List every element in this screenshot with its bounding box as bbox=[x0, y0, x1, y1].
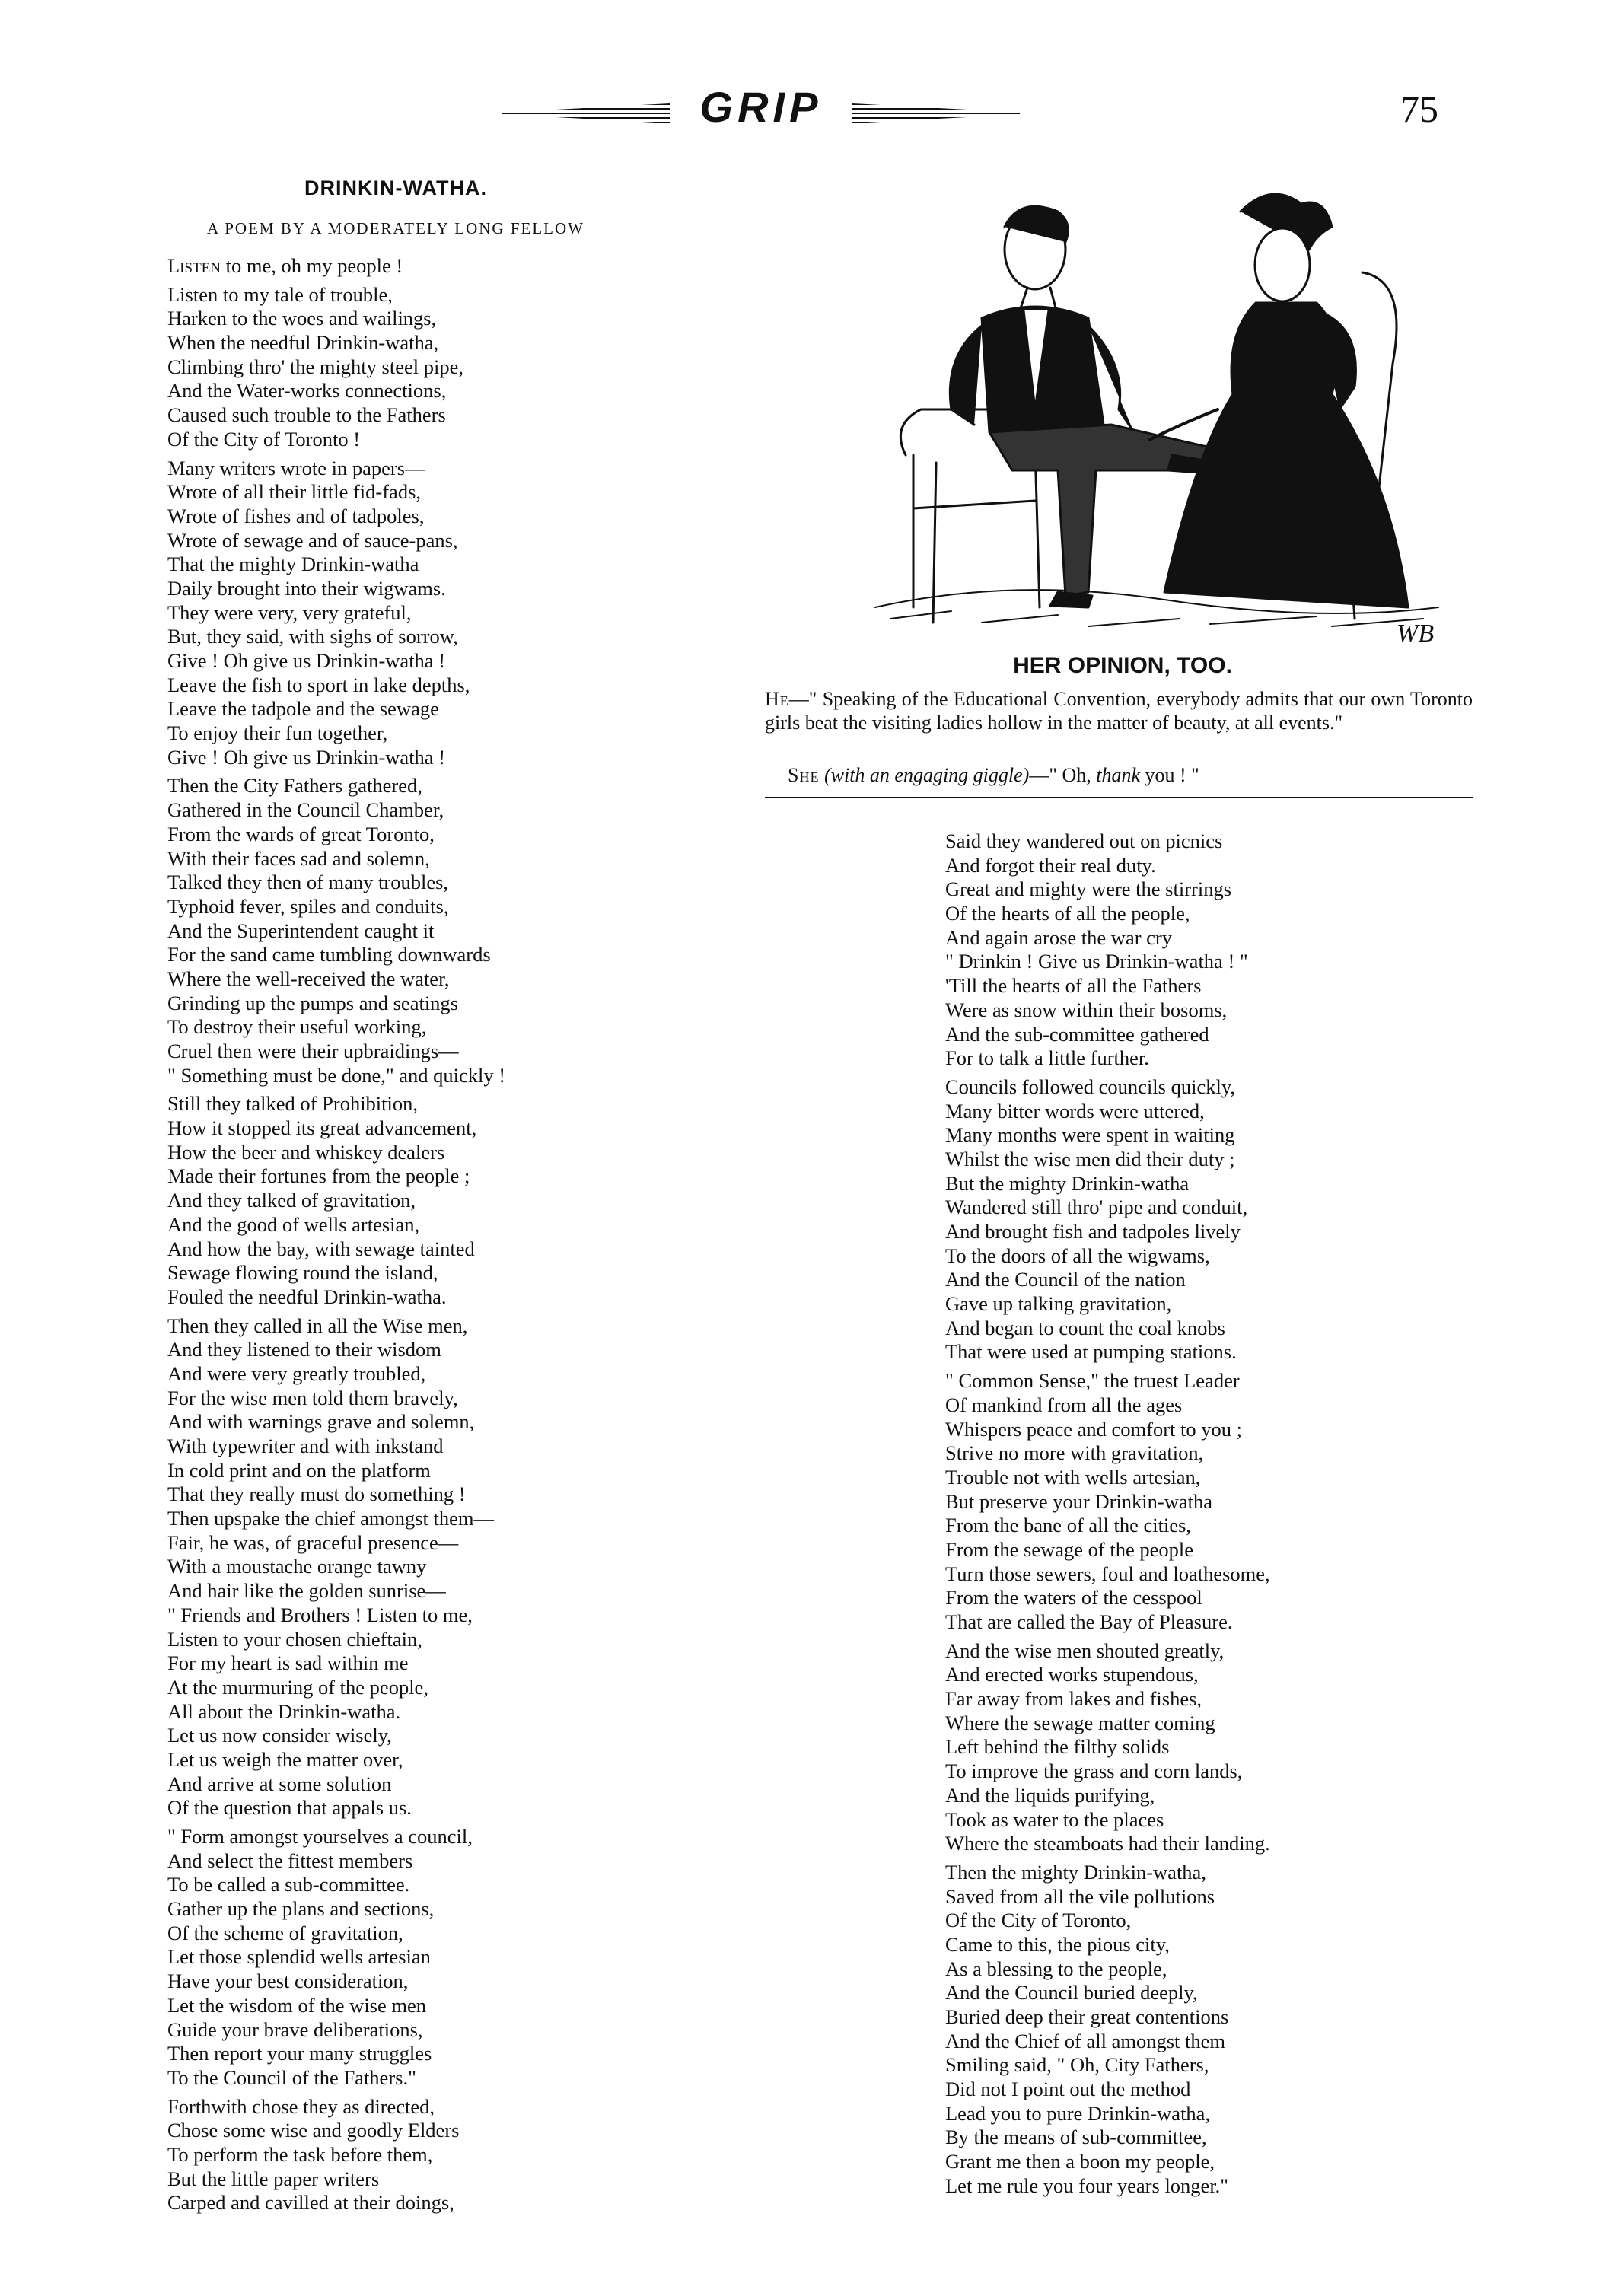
poem-line: And the Council of the nation bbox=[945, 1268, 1186, 1291]
poem-line: By the means of sub-committee, bbox=[945, 2126, 1207, 2149]
poem-line: Caused such trouble to the Fathers bbox=[167, 403, 446, 427]
poem-line: Gather up the plans and sections, bbox=[167, 1897, 435, 1921]
poem-line: Left behind the filthy solids bbox=[945, 1735, 1170, 1759]
poem-line: And began to count the coal knobs bbox=[945, 1316, 1225, 1339]
cartoon-illustration bbox=[860, 181, 1454, 653]
poem-line: Of the City of Toronto ! bbox=[167, 427, 361, 451]
poem-line: Let those splendid wells artesian bbox=[167, 1945, 431, 1969]
poem-line: Then report your many struggles bbox=[167, 2042, 432, 2065]
poem-line: From the bane of all the cities, bbox=[945, 1514, 1192, 1537]
poem-line: To be called a sub-committee. bbox=[167, 1873, 410, 1896]
poem-line: Buried deep their great contentions bbox=[945, 2005, 1229, 2028]
poem-line: Whispers peace and comfort to you ; bbox=[945, 1417, 1243, 1441]
poem-line: All about the Drinkin-watha. bbox=[167, 1699, 401, 1723]
poem-line: And were very greatly troubled, bbox=[167, 1361, 426, 1385]
poem-line: Then the mighty Drinkin-watha, bbox=[945, 1860, 1206, 1884]
poem-line: Came to this, the pious city, bbox=[945, 1932, 1170, 1956]
poem-line: And the wise men shouted greatly, bbox=[945, 1638, 1225, 1662]
poem-line: And arrive at some solution bbox=[167, 1772, 392, 1795]
poem-line: Strive no more with gravitation, bbox=[945, 1441, 1204, 1465]
poem-line: And the sub-committee gathered bbox=[945, 1022, 1209, 1046]
poem-line: When the needful Drinkin-watha, bbox=[167, 331, 439, 355]
poem-line: Where the sewage matter coming bbox=[945, 1711, 1215, 1734]
poem-line: Gave up talking gravitation, bbox=[945, 1292, 1172, 1316]
poem-line: Then upspake the chief amongst them— bbox=[167, 1507, 495, 1530]
poem-line: To destroy their useful working, bbox=[167, 1015, 427, 1039]
poem-line: Harken to the woes and wailings, bbox=[167, 307, 437, 330]
poem-stanza bbox=[137, 2095, 655, 2215]
poem-left-column bbox=[137, 177, 655, 2220]
poem-line: To enjoy their fun together, bbox=[167, 721, 388, 745]
poem-line: Made their fortunes from the people ; bbox=[167, 1164, 470, 1188]
poem-line: With typewriter and with inkstand bbox=[167, 1435, 444, 1457]
poem-line: Give ! Oh give us Drinkin-watha ! bbox=[167, 649, 446, 672]
poem-line: Guide your brave deliberations, bbox=[167, 2017, 423, 2041]
poem-line: Many writers wrote in papers— bbox=[167, 456, 425, 479]
she-dialogue-pre: —" Oh, bbox=[1029, 764, 1097, 786]
poem-right-column bbox=[927, 830, 1460, 2203]
poem-line: And again arose the war cry bbox=[945, 925, 1172, 949]
poem-line: How the beer and whiskey dealers bbox=[167, 1140, 445, 1164]
poem-line: To perform the task before them, bbox=[167, 2142, 433, 2166]
page-number: 75 bbox=[1400, 88, 1438, 130]
poem-line: Smiling said, " Oh, City Fathers, bbox=[945, 2053, 1209, 2077]
poem-line: To improve the grass and corn lands, bbox=[945, 1759, 1243, 1783]
poem-line: Took as water to the places bbox=[945, 1807, 1164, 1831]
poem-line: With a moustache orange tawny bbox=[167, 1555, 427, 1578]
poem-stanza bbox=[137, 283, 655, 452]
poem-line: Listen to your chosen chieftain, bbox=[167, 1627, 422, 1651]
poem-line: Carped and cavilled at their doings, bbox=[167, 2191, 454, 2215]
poem-line: From the wards of great Toronto, bbox=[167, 822, 435, 845]
poem-line: Of mankind from all the ages bbox=[945, 1393, 1183, 1416]
poem-line: Still they talked of Prohibition, bbox=[167, 1092, 419, 1116]
poem-line: And forgot their real duty. bbox=[945, 853, 1156, 877]
poem-line: That they really must do something ! bbox=[167, 1482, 466, 1506]
poem-line: And the Water-works connections, bbox=[167, 379, 447, 403]
woman-figure bbox=[1149, 194, 1408, 607]
poem-line: " Form amongst yourselves a council, bbox=[167, 1825, 473, 1848]
she-dialogue-post: you ! " bbox=[1139, 764, 1199, 786]
poem-line: Where the steamboats had their landing. bbox=[945, 1832, 1270, 1855]
poem-line: In cold print and on the platform bbox=[167, 1458, 431, 1482]
poem-line: Leave the fish to sport in lake depths, bbox=[167, 673, 470, 696]
poem-line: But, they said, with sighs of sorrow, bbox=[167, 625, 458, 648]
poem-line: Wandered still thro' pipe and conduit, bbox=[945, 1196, 1248, 1219]
poem-line: Daily brought into their wigwams. bbox=[167, 576, 446, 600]
poem-line: To the Council of the Fathers." bbox=[167, 2065, 416, 2089]
poem-line: Of the City of Toronto, bbox=[945, 1909, 1132, 1932]
caption-divider bbox=[765, 797, 1473, 798]
poem-line: Give ! Oh give us Drinkin-watha ! bbox=[167, 745, 446, 769]
poem-line: 'Till the hearts of all the Fathers bbox=[945, 974, 1202, 998]
poem-line: " Friends and Brothers ! Listen to me, bbox=[167, 1603, 473, 1626]
poem-line: " Common Sense," the truest Leader bbox=[945, 1369, 1240, 1393]
poem-stanza bbox=[137, 1092, 655, 1309]
poem-line: Listen to my tale of trouble, bbox=[167, 282, 393, 306]
poem-line: " Drinkin ! Give us Drinkin-watha ! " bbox=[945, 950, 1248, 973]
poem-line: That were used at pumping stations. bbox=[945, 1340, 1237, 1364]
poem-line: For the sand came tumbling downwards bbox=[167, 943, 491, 966]
poem-line: Where the well-received the water, bbox=[167, 966, 450, 990]
poem-line: And with warnings grave and solemn, bbox=[167, 1410, 475, 1434]
poem-line: And the Council buried deeply, bbox=[945, 1981, 1198, 2005]
poem-line: And they talked of gravitation, bbox=[167, 1189, 416, 1212]
poem-line: And how the bay, with sewage tainted bbox=[167, 1237, 475, 1260]
poem-line: For my heart is sad within me bbox=[167, 1651, 409, 1675]
poem-line: Whilst the wise men did their duty ; bbox=[945, 1147, 1235, 1170]
he-speaker-label: He bbox=[765, 688, 789, 710]
poem-line: From the sewage of the people bbox=[945, 1537, 1193, 1561]
artist-signature: WB bbox=[1397, 619, 1435, 648]
poem-line: And the good of wells artesian, bbox=[167, 1212, 420, 1236]
she-dialogue-emphasis: thank bbox=[1096, 764, 1140, 786]
poem-line: Have your best consideration, bbox=[167, 1970, 409, 1993]
poem-line: But the mighty Drinkin-watha bbox=[945, 1171, 1190, 1195]
poem-line: Of the hearts of all the people, bbox=[945, 902, 1190, 925]
poem-line: Grant me then a boon my people, bbox=[945, 2150, 1215, 2173]
poem-line: And the Superintendent caught it bbox=[167, 919, 435, 942]
poem-stanza bbox=[927, 1639, 1460, 1856]
poem-line: Fair, he was, of graceful presence— bbox=[167, 1530, 459, 1554]
poem-line: Then they called in all the Wise men, bbox=[167, 1314, 468, 1337]
magazine-title: GRIP bbox=[699, 83, 823, 131]
poem-line: And they listened to their wisdom bbox=[167, 1338, 441, 1361]
poem-subtitle: A POEM BY A MODERATELY LONG FELLOW bbox=[206, 219, 584, 237]
poem-line: Councils followed councils quickly, bbox=[945, 1075, 1236, 1098]
poem-line: Gathered in the Council Chamber, bbox=[167, 798, 444, 822]
poem-line: That are called the Bay of Pleasure. bbox=[945, 1610, 1233, 1633]
poem-line: That the mighty Drinkin-watha bbox=[167, 553, 419, 576]
poem-line: Far away from lakes and fishes, bbox=[945, 1687, 1202, 1711]
poem-line: How it stopped its great advancement, bbox=[167, 1116, 477, 1140]
poem-line: Said they wandered out on picnics bbox=[945, 830, 1223, 852]
poem-stanza bbox=[137, 457, 655, 770]
she-speaker-label: She bbox=[788, 764, 820, 786]
he-dialogue: —" Speaking of the Educational Convention, everybody admits that our own Toronto girls beat the visiting ladies hollow in the matter of beauty, at all events." bbox=[765, 688, 1473, 734]
poem-line: Saved from all the vile pollutions bbox=[945, 1884, 1215, 1908]
poem-line: Cruel then were their upbraidings— bbox=[167, 1040, 459, 1062]
poem-line: Let us now consider wisely, bbox=[167, 1724, 392, 1747]
poem-line: Fouled the needful Drinkin-watha. bbox=[167, 1285, 447, 1308]
cartoon-caption bbox=[765, 687, 1473, 734]
poem-line: Wrote of sewage and of sauce-pans, bbox=[167, 528, 458, 552]
poem-line: Lead you to pure Drinkin-watha, bbox=[945, 2101, 1211, 2125]
poem-line: " Something must be done," and quickly ! bbox=[167, 1063, 506, 1087]
poem-line: Many months were spent in waiting bbox=[945, 1123, 1235, 1147]
poem-line: And select the fittest members bbox=[167, 1849, 413, 1872]
poem-line: But preserve your Drinkin-watha bbox=[945, 1489, 1213, 1513]
poem-line: Chose some wise and goodly Elders bbox=[167, 2119, 460, 2142]
poem-title: DRINKIN-WATHA. bbox=[304, 177, 487, 199]
poem-line: Wrote of all their little fid-fads, bbox=[167, 480, 422, 504]
poem-line: Climbing thro' the mighty steel pipe, bbox=[167, 355, 463, 378]
poem-line: To the doors of all the wigwams, bbox=[945, 1244, 1210, 1267]
poem-line: Forthwith chose they as directed, bbox=[167, 2094, 435, 2118]
masthead bbox=[487, 83, 1035, 134]
poem-line: With their faces sad and solemn, bbox=[167, 846, 430, 870]
poem-line: At the murmuring of the people, bbox=[167, 1675, 428, 1699]
poem-line: Let me rule you four years longer." bbox=[945, 2173, 1229, 2197]
poem-line: Sewage flowing round the island, bbox=[167, 1261, 438, 1285]
poem-line: Of the question that appals us. bbox=[167, 1796, 412, 1820]
poem-first-line-rest: to me, oh my people ! bbox=[221, 254, 403, 277]
left-stanzas bbox=[137, 283, 655, 2215]
poem-line: Let us weigh the matter over, bbox=[167, 1747, 403, 1771]
poem-line: For the wise men told them bravely, bbox=[167, 1386, 458, 1409]
cartoon-reply bbox=[788, 763, 1473, 787]
poem-line: Trouble not with wells artesian, bbox=[945, 1465, 1201, 1489]
cartoon-title: HER OPINION, TOO. bbox=[1013, 653, 1232, 678]
poem-line: And the liquids purifying, bbox=[945, 1783, 1155, 1807]
poem-line: Leave the tadpole and the sewage bbox=[167, 697, 439, 721]
poem-line: Of the scheme of gravitation, bbox=[167, 1921, 403, 1944]
poem-line bbox=[137, 254, 655, 279]
poem-line: And the Chief of all amongst them bbox=[945, 2029, 1225, 2052]
poem-stanza bbox=[927, 1861, 1460, 2199]
poem-line: Were as snow within their bosoms, bbox=[945, 998, 1228, 1021]
poem-line: And erected works stupendous, bbox=[945, 1663, 1199, 1686]
she-stage-direction: (with an engaging giggle) bbox=[823, 764, 1030, 786]
poem-line: Did not I point out the method bbox=[945, 2078, 1191, 2101]
poem-line: Many bitter words were uttered, bbox=[945, 1099, 1205, 1123]
poem-stanza bbox=[927, 1369, 1460, 1635]
poem-line: Typhoid fever, spiles and conduits, bbox=[167, 894, 449, 918]
poem-opening-line bbox=[137, 254, 655, 279]
poem-stanza bbox=[927, 1075, 1460, 1365]
poem-line: From the waters of the cesspool bbox=[945, 1586, 1202, 1610]
poem-line: Turn those sewers, foul and loathesome, bbox=[945, 1562, 1270, 1585]
poem-line: And brought fish and tadpoles lively bbox=[945, 1220, 1241, 1243]
poem-line: They were very, very grateful, bbox=[167, 600, 412, 624]
poem-line: Talked they then of many troubles, bbox=[167, 871, 449, 894]
poem-line: But the little paper writers bbox=[167, 2167, 380, 2190]
right-stanzas bbox=[927, 830, 1460, 2199]
poem-stanza bbox=[137, 1314, 655, 1820]
poem-first-word: Listen bbox=[167, 254, 221, 277]
poem-line: For to talk a little further. bbox=[945, 1046, 1149, 1070]
poem-line: Wrote of fishes and of tadpoles, bbox=[167, 504, 425, 527]
poem-line: As a blessing to the people, bbox=[945, 1957, 1167, 1980]
poem-line: Great and mighty were the stirrings bbox=[945, 877, 1232, 901]
poem-line: Then the City Fathers gathered, bbox=[167, 774, 422, 798]
poem-stanza bbox=[137, 774, 655, 1087]
poem-stanza bbox=[137, 1825, 655, 2091]
poem-stanza bbox=[927, 830, 1460, 1071]
poem-line: Let the wisdom of the wise men bbox=[167, 1993, 427, 2017]
poem-line: Grinding up the pumps and seatings bbox=[167, 991, 458, 1014]
poem-line: And hair like the golden sunrise— bbox=[167, 1579, 446, 1603]
